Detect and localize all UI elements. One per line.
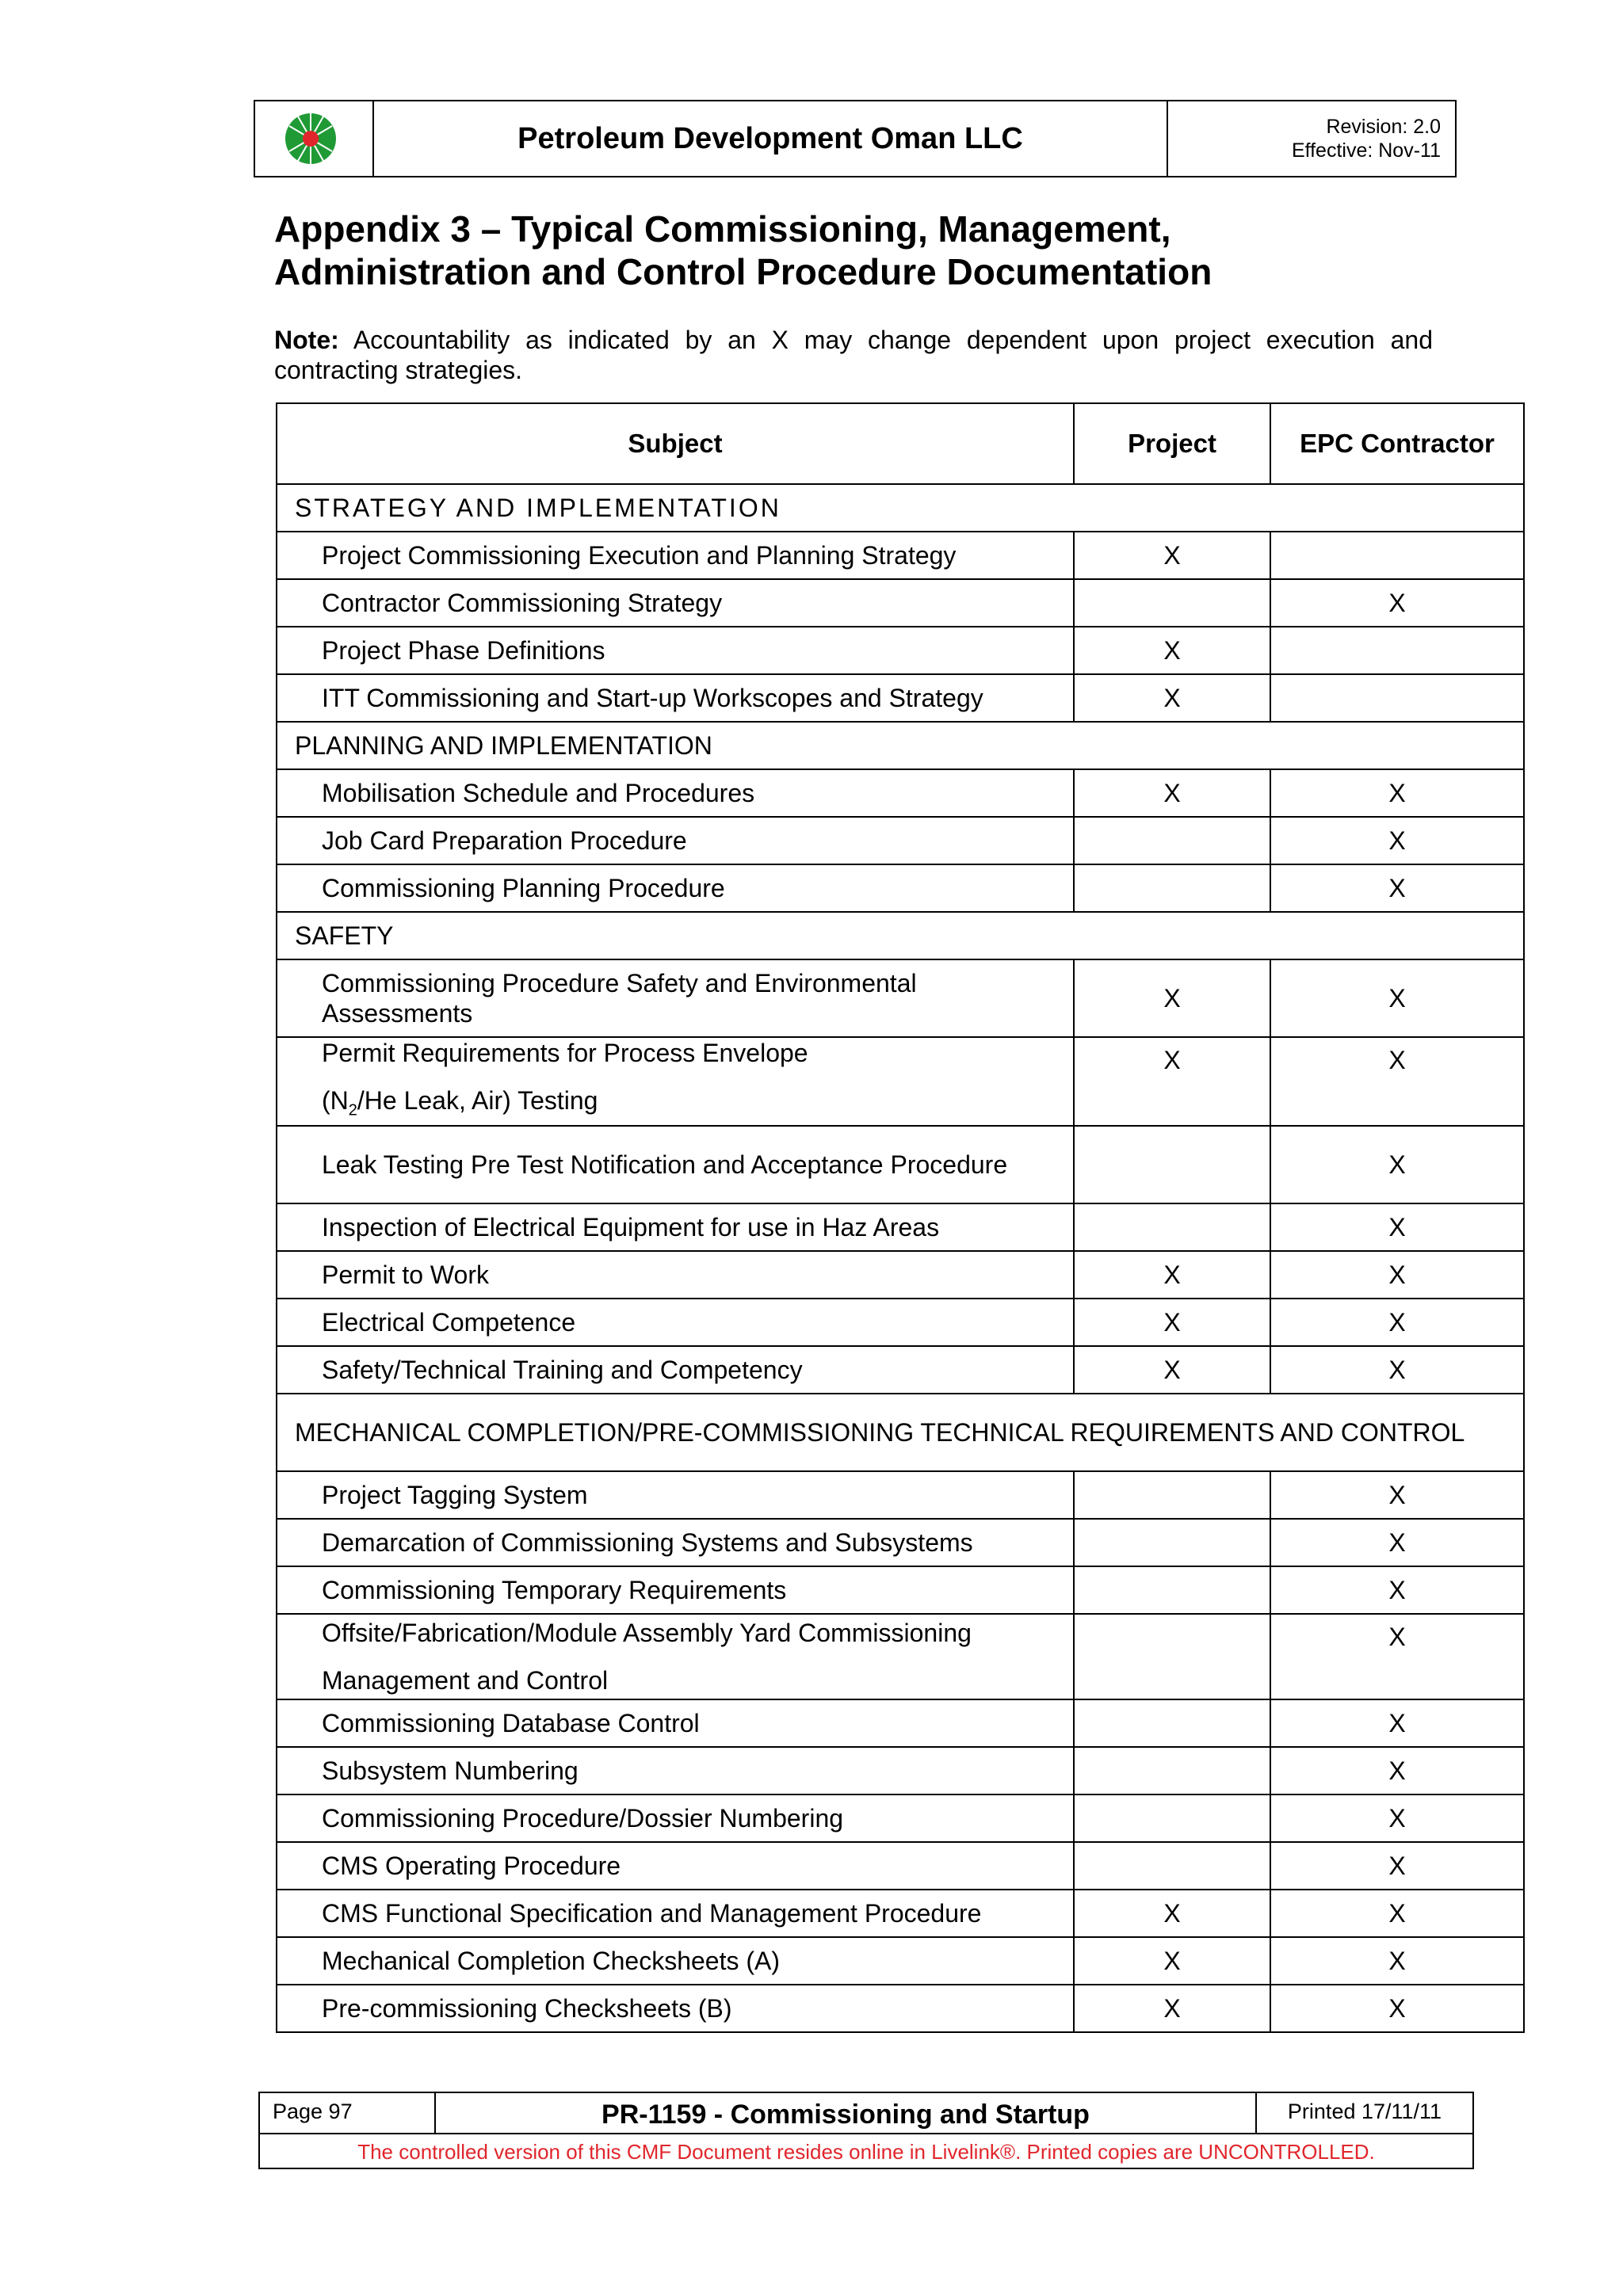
note-label: Note: <box>274 326 339 354</box>
row-subject: Mobilisation Schedule and Procedures <box>277 769 1074 817</box>
row-epc: X <box>1270 1519 1524 1566</box>
formula-suffix: /He Leak, Air) Testing <box>357 1086 598 1115</box>
row-project <box>1074 1471 1270 1519</box>
row-epc: X <box>1270 864 1524 912</box>
row-subject: Commissioning Procedure/Dossier Numbering <box>277 1794 1074 1842</box>
row-subject: Commissioning Procedure Safety and Environmental Assessments <box>277 959 1074 1037</box>
table-row <box>277 1699 1524 1747</box>
table-row <box>277 1251 1524 1299</box>
row-subject: Job Card Preparation Procedure <box>277 817 1074 864</box>
row-subject: Commissioning Planning Procedure <box>277 864 1074 912</box>
table-row <box>277 1037 1524 1126</box>
row-project <box>1074 1842 1270 1890</box>
row-subject: Subsystem Numbering <box>277 1747 1074 1794</box>
row-epc: X <box>1270 1747 1524 1794</box>
row-project <box>1074 1747 1270 1794</box>
row-project: X <box>1074 959 1270 1037</box>
table-row <box>277 1203 1524 1251</box>
formula-prefix: (N <box>322 1086 349 1115</box>
section-row <box>277 1394 1524 1471</box>
note-paragraph <box>274 325 1433 385</box>
table-header-row <box>277 403 1524 484</box>
table-row <box>277 1985 1524 2032</box>
row-project: X <box>1074 1890 1270 1937</box>
row-project: X <box>1074 1037 1270 1126</box>
row-subject: Permit to Work <box>277 1251 1074 1299</box>
row-subject: Commissioning Database Control <box>277 1699 1074 1747</box>
row-subject: Mechanical Completion Checksheets (A) <box>277 1937 1074 1985</box>
revision: Revision: 2.0 <box>1326 116 1441 138</box>
row-project <box>1074 1614 1270 1699</box>
table-row <box>277 1566 1524 1614</box>
table-row <box>277 1890 1524 1937</box>
table-row <box>277 1471 1524 1519</box>
row-epc <box>1270 674 1524 722</box>
row-epc: X <box>1270 579 1524 627</box>
row-project <box>1074 1794 1270 1842</box>
company-name: Petroleum Development Oman LLC <box>374 101 1168 176</box>
row-subject: Project Phase Definitions <box>277 627 1074 674</box>
section-title: MECHANICAL COMPLETION/PRE-COMMISSIONING TECHNICAL REQUIREMENTS AND CONTROL <box>277 1394 1524 1471</box>
row-subject: Inspection of Electrical Equipment for use in Haz Areas <box>277 1203 1074 1251</box>
row-project <box>1074 1203 1270 1251</box>
table-row <box>277 817 1524 864</box>
row-subject <box>277 1037 1074 1126</box>
accountability-table <box>276 402 1525 2033</box>
row-project: X <box>1074 1346 1270 1394</box>
table-row <box>277 1794 1524 1842</box>
row-epc: X <box>1270 1346 1524 1394</box>
row-project: X <box>1074 1937 1270 1985</box>
logo-cell <box>255 101 374 176</box>
document-footer <box>258 2092 1474 2169</box>
row-subject: Project Tagging System <box>277 1471 1074 1519</box>
row-epc: X <box>1270 1842 1524 1890</box>
revision-block <box>1168 101 1455 176</box>
page-number: Page 97 <box>260 2093 436 2133</box>
section-row <box>277 484 1524 532</box>
table-row <box>277 864 1524 912</box>
row-project <box>1074 864 1270 912</box>
row-subject-line1: Permit Requirements for Process Envelope <box>322 1039 808 1067</box>
row-subject: Pre-commissioning Checksheets (B) <box>277 1985 1074 2032</box>
row-epc: X <box>1270 769 1524 817</box>
table-row <box>277 579 1524 627</box>
section-row <box>277 722 1524 769</box>
section-title: STRATEGY AND IMPLEMENTATION <box>277 484 1524 532</box>
row-subject: Leak Testing Pre Test Notification and Acceptance Procedure <box>277 1126 1074 1203</box>
table-row <box>277 1126 1524 1203</box>
row-subject: Electrical Competence <box>277 1299 1074 1346</box>
row-project <box>1074 1566 1270 1614</box>
uncontrolled-warning: The controlled version of this CMF Document resides online in Livelink®. Printed copies are UNCONTROLLED. <box>357 2140 1375 2164</box>
header-epc: EPC Contractor <box>1270 403 1524 484</box>
footer-top-row <box>260 2093 1472 2134</box>
printed-date: Printed 17/11/11 <box>1287 2100 1442 2123</box>
row-subject-line1: Offsite/Fabrication/Module Assembly Yard Commissioning <box>322 1619 972 1648</box>
row-subject-line2: Management and Control <box>322 1666 609 1695</box>
row-epc: X <box>1270 1037 1524 1126</box>
row-epc: X <box>1270 1985 1524 2032</box>
row-epc: X <box>1270 1126 1524 1203</box>
section-title: PLANNING AND IMPLEMENTATION <box>277 722 1524 769</box>
table-row <box>277 1346 1524 1394</box>
row-project <box>1074 1126 1270 1203</box>
row-epc: X <box>1270 1566 1524 1614</box>
section-row <box>277 912 1524 959</box>
row-subject: CMS Operating Procedure <box>277 1842 1074 1890</box>
row-subject: Project Commissioning Execution and Planning Strategy <box>277 532 1074 579</box>
header-subject: Subject <box>277 403 1074 484</box>
formula-subscript: 2 <box>348 1101 357 1119</box>
header-project: Project <box>1074 403 1270 484</box>
row-subject: Safety/Technical Training and Competency <box>277 1346 1074 1394</box>
table-row <box>277 674 1524 722</box>
row-project <box>1074 817 1270 864</box>
section-title: SAFETY <box>277 912 1524 959</box>
title-line-2: Administration and Control Procedure Documentation <box>274 251 1212 292</box>
note-text: Accountability as indicated by an X may change dependent upon project execution and contracting strategies. <box>274 326 1433 384</box>
row-epc <box>1270 532 1524 579</box>
row-project: X <box>1074 532 1270 579</box>
table-row <box>277 1519 1524 1566</box>
row-project <box>1074 579 1270 627</box>
row-epc: X <box>1270 1614 1524 1699</box>
row-project: X <box>1074 627 1270 674</box>
title-line-1: Appendix 3 – Typical Commissioning, Management, <box>274 208 1171 250</box>
row-epc: X <box>1270 1937 1524 1985</box>
row-epc: X <box>1270 1794 1524 1842</box>
table-row <box>277 1614 1524 1699</box>
row-subject <box>277 1614 1074 1699</box>
row-epc: X <box>1270 959 1524 1037</box>
document-id: PR-1159 - Commissioning and Startup <box>436 2093 1257 2133</box>
row-project: X <box>1074 1985 1270 2032</box>
table-row <box>277 1937 1524 1985</box>
row-epc: X <box>1270 1890 1524 1937</box>
row-subject: Demarcation of Commissioning Systems and Subsystems <box>277 1519 1074 1566</box>
pdo-logo-icon <box>281 111 347 166</box>
row-subject: Commissioning Temporary Requirements <box>277 1566 1074 1614</box>
row-epc: X <box>1270 1299 1524 1346</box>
row-epc: X <box>1270 1203 1524 1251</box>
table-row <box>277 1842 1524 1890</box>
table-row <box>277 627 1524 674</box>
effective-date: Effective: Nov-11 <box>1291 139 1441 162</box>
table-row <box>277 959 1524 1037</box>
row-project: X <box>1074 769 1270 817</box>
table-row <box>277 769 1524 817</box>
row-project: X <box>1074 674 1270 722</box>
row-subject: ITT Commissioning and Start-up Workscopes and Strategy <box>277 674 1074 722</box>
row-epc: X <box>1270 1471 1524 1519</box>
row-project: X <box>1074 1299 1270 1346</box>
row-project <box>1074 1699 1270 1747</box>
row-project: X <box>1074 1251 1270 1299</box>
table-row <box>277 1299 1524 1346</box>
row-epc <box>1270 627 1524 674</box>
row-epc: X <box>1270 1251 1524 1299</box>
table-row <box>277 1747 1524 1794</box>
row-epc: X <box>1270 1699 1524 1747</box>
table-row <box>277 532 1524 579</box>
row-subject-line2 <box>322 1085 1065 1125</box>
row-subject: CMS Functional Specification and Management Procedure <box>277 1890 1074 1937</box>
page-title <box>274 208 1447 293</box>
row-project <box>1074 1519 1270 1566</box>
document-header <box>254 100 1457 177</box>
row-epc: X <box>1270 817 1524 864</box>
row-subject: Contractor Commissioning Strategy <box>277 579 1074 627</box>
